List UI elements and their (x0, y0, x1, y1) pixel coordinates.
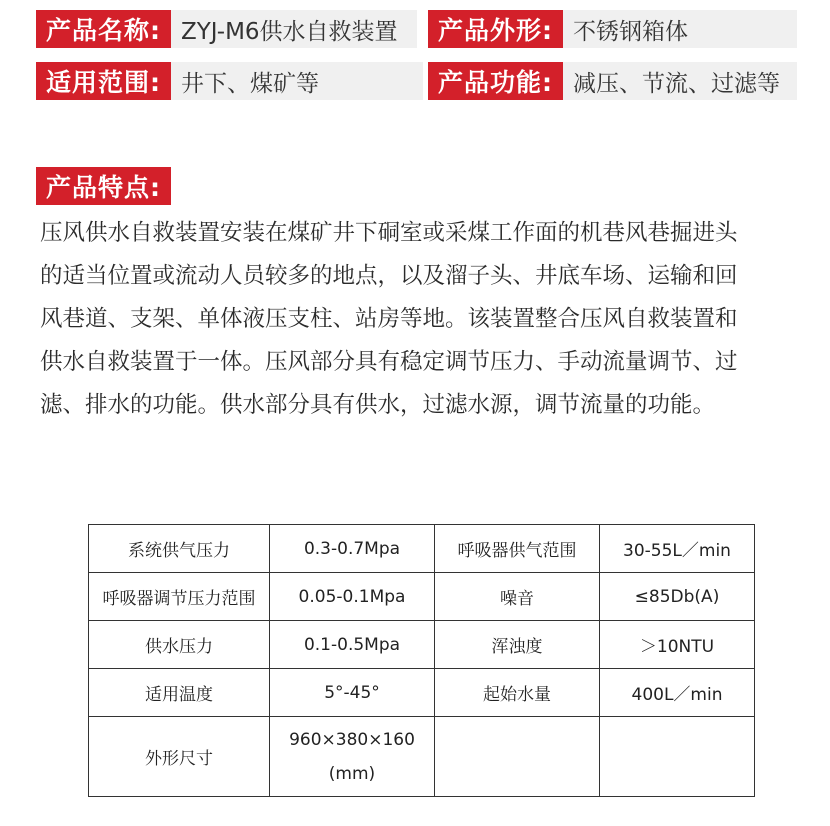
spec-value: ＞10NTU (600, 621, 755, 669)
empty-cell (435, 717, 600, 797)
application-scope-value: 井下、煤矿等 (171, 62, 423, 100)
features-label: 产品特点: (36, 167, 171, 205)
features-line: 的适当位置或流动人员较多的地点，以及溜子头、井底车场、运输和回 (40, 263, 738, 289)
features-line: 风巷道、支架、单体液压支柱、站房等地。该装置整合压风自救装置和 (40, 306, 738, 332)
features-paragraph (40, 212, 800, 427)
application-scope-tag (36, 62, 423, 100)
spec-label: 噪音 (435, 573, 600, 621)
table-row (89, 525, 755, 573)
spec-value: 0.1-0.5Mpa (270, 621, 435, 669)
spec-label: 适用温度 (89, 669, 270, 717)
spec-label: 外形尺寸 (89, 717, 270, 797)
spec-value: ≤85Db(A) (600, 573, 755, 621)
table-row (89, 621, 755, 669)
dimensions-unit: (mm) (328, 763, 376, 784)
spec-label: 浑浊度 (435, 621, 600, 669)
spec-value (270, 717, 435, 797)
spec-value: 0.3-0.7Mpa (270, 525, 435, 573)
table-row (89, 573, 755, 621)
application-scope-label: 适用范围: (36, 62, 171, 100)
table-row (89, 717, 755, 797)
product-name-tag (36, 10, 417, 48)
spec-value: 0.05-0.1Mpa (270, 573, 435, 621)
spec-label: 系统供气压力 (89, 525, 270, 573)
dimensions-value: 960×380×160 (289, 729, 415, 750)
spec-label: 起始水量 (435, 669, 600, 717)
features-line: 压风供水自救装置安装在煤矿井下硐室或采煤工作面的机巷风巷掘进头 (40, 220, 738, 246)
spec-value: 5°-45° (270, 669, 435, 717)
features-line: 供水自救装置于一体。压风部分具有稳定调节压力、手动流量调节、过 (40, 349, 738, 375)
product-shape-label: 产品外形: (428, 10, 563, 48)
features-heading (36, 167, 171, 205)
table-row (89, 669, 755, 717)
features-line: 滤、排水的功能。供水部分具有供水，过滤水源，调节流量的功能。 (40, 392, 716, 418)
spec-label: 呼吸器调节压力范围 (89, 573, 270, 621)
product-name-value: ZYJ-M6供水自救装置 (171, 10, 417, 48)
spec-value: 30-55L／min (600, 525, 755, 573)
product-function-label: 产品功能: (428, 62, 563, 100)
spec-label: 呼吸器供气范围 (435, 525, 600, 573)
spec-label: 供水压力 (89, 621, 270, 669)
product-function-tag (428, 62, 797, 100)
spec-value: 400L／min (600, 669, 755, 717)
product-name-label: 产品名称: (36, 10, 171, 48)
product-shape-value: 不锈钢箱体 (563, 10, 797, 48)
product-shape-tag (428, 10, 797, 48)
spec-table (88, 524, 755, 797)
product-function-value: 减压、节流、过滤等 (563, 62, 797, 100)
empty-cell (600, 717, 755, 797)
